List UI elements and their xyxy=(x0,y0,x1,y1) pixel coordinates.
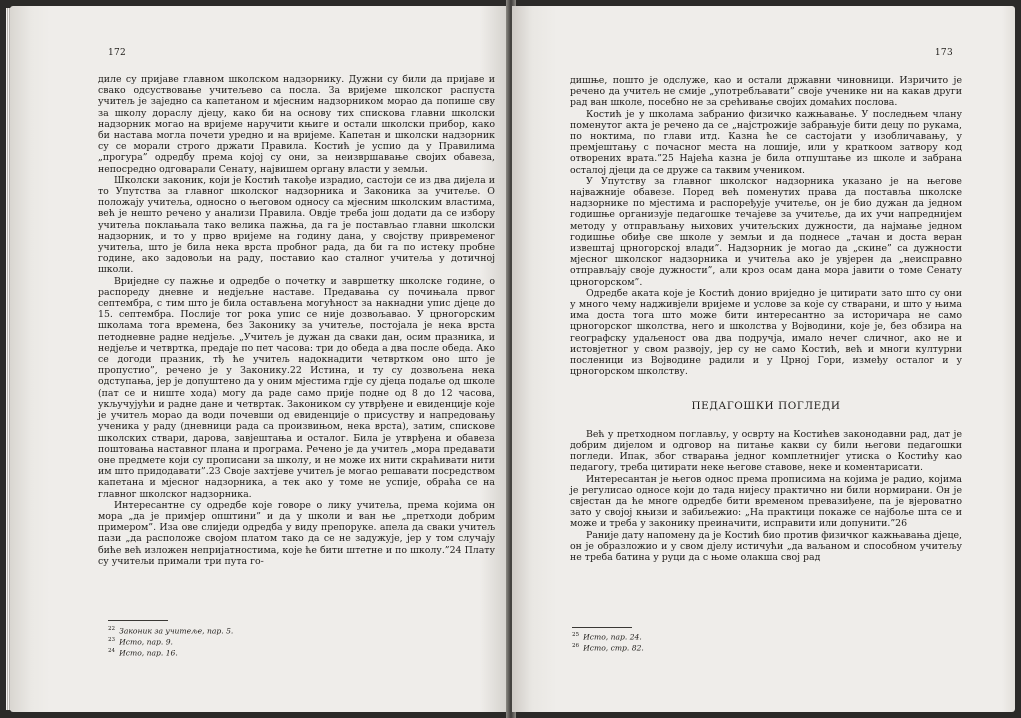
footnote: $^{24}$ Исто, пар. 16. xyxy=(108,647,178,658)
footnotes xyxy=(572,631,644,653)
footnote: $^{23}$ Исто, пар. 9. xyxy=(108,636,173,647)
footnote: $^{22}$ Законик за учитеље, пар. 5. xyxy=(108,626,234,636)
page-number: 173 xyxy=(934,48,953,58)
section-heading: ПЕДАГОШКИ ПОГЛЕДИ xyxy=(691,400,841,413)
footnotes xyxy=(108,625,233,658)
footnote: $^{25}$ Исто, пар. 24. xyxy=(572,632,642,642)
page-number: 172 xyxy=(108,48,127,58)
paragraph: Интересантан је његов однос према прописима на којима је радио, којима је регулисао односе који до тада нијесу практично ни били нормирани. Он је свјестан да ће многе одредбе бити временом превазиђене, па је вјероватно зато у својој књизи и забиљежио: „На практици покаже се најбоље шта се и може и треба у законику преиначити, исправити или допунити.”26 xyxy=(570,473,962,530)
paragraph: Већ у претходном поглављу, у осврту на Костићев законодавни рад, дат је добрим дијелом и одговор на питање какви су били његови педагошки погледи. Ипак, због стварања једног комплетнијег утиска о Костићу као педагогу, треба цитирати неке његове ставове, неке и коментарисати. xyxy=(570,428,962,474)
footnote-rule xyxy=(108,620,168,621)
paragraph: Вриједне су пажње и одредбе о почетку и завршетку школске године, о распореду дневне и недјељне наставе. Предавања су почињала првог септембра, с тим што је била остављена могућност за накнадни упис дјеце до 15. септембра. Послије тог рока упис се није дозвољавао. У црногорским школама тога времена, без Законику за учитеље, постојала је нека врста петодневне радне недјеље. „Учитељ је дужан да сваки дан, осим празника, и недјеље и четвртка, предаје по пет часова: три до обеда а два после обеда. Ако се догоди празник, тђ ће учитељ надокнадити четвртком оно што је пропустио”, речено је у Законику.22 Истина, и ту су дозвољена нека одступања, јер је допуштено да у оним мјестима гдје су дјеца подаље од школе (пат се и ниште хода) могу да раде само прије подне од 8 до 12 часова, укључујући и радне дане и четвртак. Закоником су утврђене и евиденције које је учитељ морао да води почевши од евиденције о присуству и напредовању ученика у раду (дневници рада са произвињом, нека врста), затим, спискове школских ствари, дарова, завјештања и осталог. Била је утврђена и обавеза поштовања наставног плана и програма. Речено је да учитељ „мора предавати оне предмете који су прописани за школу, и не може их нити скраћивати нити им што придодавати”.23 Своје захтјеве учитељ је могао решавати посредством капетана и мјесног надзорника, а тек ако у томе не успије, обраћа се на главног школског надзорника. xyxy=(98,275,495,500)
paragraph: Раније дату напомену да је Костић био против физичког кажњавања дјеце, он је образложио и у свом дјелу истичући „да ваљаном и способном учитељу не треба батина у руци да с њоме олакша свој рад xyxy=(570,529,962,563)
footnote: $^{26}$ Исто, стр. 82. xyxy=(572,642,644,653)
paragraph: У Упутству за главног школског надзорника указано је на његове најважније обавезе. Поред већ поменутих права да поставља школске надзорнике по мјестима и распоређује учитеље, он је био дужан да једном годишње организује педагошке течајеве за учитеље, да их учи напреднијем методу у отправљању њихових учитељских дужности, да најмање једном годишње обиђе све школе у земљи и да поднесе „тачан и доста веран извештај црногорској влади”. Надзорник је могао да „скине” са дужности мјесног школског надзорника и учитеља ако је увјерен да „неисправно отправљају своје дужности”, али кроз осам дана мора јавити о томе Сенату црногорском”. xyxy=(570,175,962,288)
footnote-rule xyxy=(572,627,632,628)
paragraph: Одредбе аката које је Костић донио вриједно је цитирати зато што су они у много чему надживјели вријеме и услове за које су стварани, и што у њима има доста тога што може бити интересантно за историчара не само црногорског школства, него и школства у Војводини, које је, без обзира на географску удаљеност ова два подручја, имало нечег сличног, ако не и истовјетног у свом развоју, јер су не само Костић, већ и многи културни посленици из Војводине радили и у Црној Гори, између осталог и у црногорском школству. xyxy=(570,287,962,378)
body-text xyxy=(98,74,495,567)
paragraph: Школски законик, који је Костић такође израдио, састоји се из два дијела и то Упутства за главног школског надзорника и Законика за учитеље. О положају учитеља, односно о његовом односу са мјесним школским властима, већ је нешто речено у анализи Правила. Овдје треба још додати да се избору учитеља поклањала тако велика пажња, да га је постављао главни школски надзорник, и то у прво вријеме на годину дана, у својству привременог учитеља, што је била нека врста пробног рада, да би га по истеку пробне године, ако задовољи на раду, поставио као сталног учитеља у дотичној школи. xyxy=(98,174,495,276)
paragraph: Костић је у школама забранио физичко кажњавање. У последњем члану поменутог акта је речено да се „најстрожије забрањује бити децу по рукама, по ноктима, по глави итд. Казна ће се састојати у изобличавању, у премјештању с почасног места на лошије, или у краткоом затвору код отворених врата.”25 Најећа казна је била отпуштање из школе и забрана осталој дјеци да се друже са таквим учеником. xyxy=(570,108,962,176)
left-page xyxy=(10,6,510,712)
right-page xyxy=(512,6,1015,712)
paragraph: диле су пријаве главном школском надзорнику. Дужни су били да пријаве и свако одсуствовање учитељево са посла. За вријеме школског распуста учитељ је заједно са капетаном и мјесним надзорником морао да попише сву за школу дораслу дјецу, како би на основу тих спискова главни школски надзорник могао на вријеме наручити књиге и остали школски прибор, како би настава могла почети уредно и на вријеме. Капетан и школски надзорник су се морали строго држати Правила. Костић је успио да у Правилима „прогура” одредбу према којој су они, за неизвршавање својих обавеза, непосредно одговарали Сенату, највишем органу власти у земљи. xyxy=(98,74,495,175)
paragraph: дишње, пошто је одслуже, као и остали државни чиновници. Изричито је речено да учитељ не смије „употребљавати” своје ученике ни на какав други рад ван школе, посебно не за срећивање својих домаћих послова. xyxy=(570,75,962,109)
paragraph: Интересантне су одредбе које говоре о лику учитеља, према којима он мора „да је примјер општини” и да у школи и ван ње „претходи добрим примером”. Иза ове слиједи одредба у виду препоруке. апела да сваки учитељ пази „да расположе својом платом тако да се не задужује, јер у том случају биће већ изложен непријатностима, које ће бити штетне и по школу.”24 Плату су учитељи примали три пута го- xyxy=(98,499,495,567)
body-text xyxy=(570,75,962,563)
